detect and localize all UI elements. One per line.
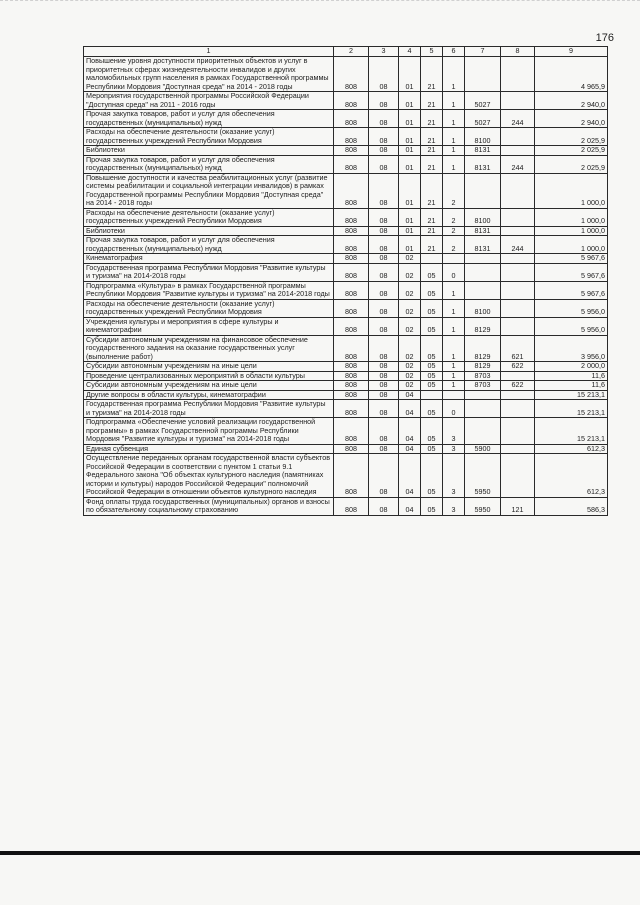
cell-budget-code: 808 [334, 317, 369, 335]
column-header-7: 7 [465, 47, 501, 57]
cell-expense-type [501, 371, 535, 381]
cell-subprogram: 1 [443, 299, 465, 317]
cell-subprogram: 1 [443, 110, 465, 128]
column-header-1: 1 [84, 47, 334, 57]
cell-program: 21 [421, 110, 443, 128]
cell-subprogram: 3 [443, 418, 465, 445]
cell-name: Подпрограмма «Культура» в рамках Государственной программы Республики Мордовия "Развитие культуры и туризма" на 2014-2018 годы [84, 281, 334, 299]
cell-name: Другие вопросы в области культуры, кинематографии [84, 390, 334, 400]
cell-name: Расходы на обеспечение деятельности (оказание услуг) государственных учреждений Республики Мордовия [84, 208, 334, 226]
cell-subsection: 01 [399, 57, 421, 92]
table-row [84, 208, 608, 226]
table-header [84, 47, 608, 57]
cell-subprogram: 3 [443, 497, 465, 515]
cell-expense-type [501, 254, 535, 264]
cell-subsection: 02 [399, 362, 421, 372]
cell-amount: 2 025,9 [535, 155, 608, 173]
cell-subprogram: 2 [443, 236, 465, 254]
cell-name: Проведение централизованных мероприятий в области культуры [84, 371, 334, 381]
cell-budget-code: 808 [334, 155, 369, 173]
table-row [84, 317, 608, 335]
table-row [84, 362, 608, 372]
cell-section: 08 [369, 208, 399, 226]
table-row [84, 146, 608, 156]
cell-section: 08 [369, 444, 399, 454]
column-header-4: 4 [399, 47, 421, 57]
cell-budget-code: 808 [334, 497, 369, 515]
cell-program: 05 [421, 418, 443, 445]
budget-table [83, 46, 608, 516]
cell-name: Расходы на обеспечение деятельности (оказание услуг) государственных учреждений Республики Мордовия [84, 299, 334, 317]
cell-section: 08 [369, 57, 399, 92]
cell-section: 08 [369, 418, 399, 445]
cell-program: 21 [421, 146, 443, 156]
cell-subprogram: 1 [443, 281, 465, 299]
table-row [84, 128, 608, 146]
cell-program: 21 [421, 208, 443, 226]
cell-subsection: 01 [399, 226, 421, 236]
cell-section: 08 [369, 173, 399, 208]
cell-subsection: 02 [399, 263, 421, 281]
cell-target-code: 8129 [465, 335, 501, 362]
cell-subprogram [443, 254, 465, 264]
cell-subsection: 02 [399, 381, 421, 391]
cell-name: Мероприятия государственной программы Российской Федерации "Доступная среда" на 2011 - 2016 годы [84, 92, 334, 110]
page-number: 176 [595, 32, 614, 44]
cell-budget-code: 808 [334, 263, 369, 281]
cell-name: Прочая закупка товаров, работ и услуг для обеспечения государственных (муниципальных) нужд [84, 155, 334, 173]
cell-name: Прочая закупка товаров, работ и услуг для обеспечения государственных (муниципальных) нужд [84, 110, 334, 128]
cell-budget-code: 808 [334, 400, 369, 418]
cell-subprogram: 1 [443, 362, 465, 372]
cell-target-code [465, 400, 501, 418]
cell-name: Субсидии автономным учреждениям на финансовое обеспечение государственного задания на оказание государственных услуг (выполнение работ) [84, 335, 334, 362]
cell-amount: 2 000,0 [535, 362, 608, 372]
cell-program: 05 [421, 263, 443, 281]
cell-budget-code: 808 [334, 390, 369, 400]
cell-target-code [465, 281, 501, 299]
cell-target-code [465, 173, 501, 208]
cell-subprogram: 3 [443, 444, 465, 454]
cell-amount: 1 000,0 [535, 208, 608, 226]
cell-expense-type: 622 [501, 381, 535, 391]
cell-section: 08 [369, 497, 399, 515]
cell-expense-type: 244 [501, 236, 535, 254]
table-row [84, 57, 608, 92]
cell-subsection: 04 [399, 400, 421, 418]
cell-subsection: 01 [399, 128, 421, 146]
cell-name: Государственная программа Республики Мордовия "Развитие культуры и туризма" на 2014-2018 годы [84, 263, 334, 281]
column-header-3: 3 [369, 47, 399, 57]
cell-amount: 612,3 [535, 444, 608, 454]
scan-edge [0, 0, 640, 9]
cell-budget-code: 808 [334, 335, 369, 362]
cell-subprogram: 1 [443, 128, 465, 146]
cell-subsection: 01 [399, 155, 421, 173]
cell-amount: 15 213,1 [535, 400, 608, 418]
cell-budget-code: 808 [334, 110, 369, 128]
cell-section: 08 [369, 454, 399, 498]
table-body [84, 57, 608, 516]
cell-amount: 15 213,1 [535, 390, 608, 400]
table-row [84, 400, 608, 418]
column-header-6: 6 [443, 47, 465, 57]
cell-target-code [465, 254, 501, 264]
cell-section: 08 [369, 263, 399, 281]
cell-subsection: 04 [399, 444, 421, 454]
column-header-9: 9 [535, 47, 608, 57]
cell-budget-code: 808 [334, 146, 369, 156]
cell-program: 05 [421, 371, 443, 381]
cell-amount: 5 956,0 [535, 317, 608, 335]
cell-subprogram: 3 [443, 454, 465, 498]
cell-target-code: 8703 [465, 381, 501, 391]
cell-subsection: 01 [399, 92, 421, 110]
cell-expense-type [501, 263, 535, 281]
cell-program: 05 [421, 335, 443, 362]
cell-section: 08 [369, 400, 399, 418]
cell-program [421, 390, 443, 400]
cell-subsection: 02 [399, 371, 421, 381]
cell-section: 08 [369, 381, 399, 391]
cell-program: 05 [421, 400, 443, 418]
cell-expense-type [501, 173, 535, 208]
cell-expense-type [501, 146, 535, 156]
cell-amount: 2 940,0 [535, 110, 608, 128]
cell-section: 08 [369, 146, 399, 156]
cell-program: 05 [421, 444, 443, 454]
table-row [84, 92, 608, 110]
cell-section: 08 [369, 128, 399, 146]
table-row [84, 335, 608, 362]
cell-program: 05 [421, 454, 443, 498]
cell-name: Единая субвенция [84, 444, 334, 454]
cell-subsection: 01 [399, 146, 421, 156]
cell-name: Осуществление переданных органам государственной власти субъектов Российской Федерации в соответствии с пунктом 1 статьи 9.1 Федерального закона "Об объектах культурного наследия (памятниках истории и культуры) народов Российской Федерации" полномочий Российской Федерации в отношении объектов культурного наследия [84, 454, 334, 498]
table-row [84, 444, 608, 454]
cell-amount: 5 967,6 [535, 254, 608, 264]
cell-section: 08 [369, 371, 399, 381]
cell-program: 21 [421, 173, 443, 208]
cell-program: 05 [421, 362, 443, 372]
table-row [84, 281, 608, 299]
cell-name: Государственная программа Республики Мордовия "Развитие культуры и туризма" на 2014-2018 годы [84, 400, 334, 418]
cell-budget-code: 808 [334, 208, 369, 226]
cell-program: 21 [421, 57, 443, 92]
cell-subsection: 01 [399, 208, 421, 226]
cell-name: Субсидии автономным учреждениям на иные цели [84, 381, 334, 391]
cell-budget-code: 808 [334, 362, 369, 372]
table-row [84, 236, 608, 254]
cell-section: 08 [369, 390, 399, 400]
cell-subsection: 04 [399, 390, 421, 400]
cell-program: 21 [421, 226, 443, 236]
cell-name: Субсидии автономным учреждениям на иные цели [84, 362, 334, 372]
cell-budget-code: 808 [334, 173, 369, 208]
cell-budget-code: 808 [334, 454, 369, 498]
cell-expense-type [501, 418, 535, 445]
cell-name: Расходы на обеспечение деятельности (оказание услуг) государственных учреждений Республики Мордовия [84, 128, 334, 146]
cell-program: 05 [421, 497, 443, 515]
cell-program: 21 [421, 236, 443, 254]
table-row [84, 263, 608, 281]
cell-section: 08 [369, 226, 399, 236]
cell-subsection: 02 [399, 317, 421, 335]
cell-section: 08 [369, 92, 399, 110]
cell-expense-type: 244 [501, 110, 535, 128]
cell-target-code: 5027 [465, 110, 501, 128]
cell-subsection: 04 [399, 418, 421, 445]
cell-target-code [465, 263, 501, 281]
cell-expense-type: 621 [501, 335, 535, 362]
cell-subprogram: 2 [443, 208, 465, 226]
cell-expense-type [501, 454, 535, 498]
cell-target-code [465, 57, 501, 92]
cell-section: 08 [369, 236, 399, 254]
cell-expense-type [501, 57, 535, 92]
table-row [84, 381, 608, 391]
cell-target-code: 5950 [465, 454, 501, 498]
cell-amount: 5 967,6 [535, 263, 608, 281]
table-row [84, 454, 608, 498]
cell-target-code: 8131 [465, 155, 501, 173]
cell-program: 21 [421, 155, 443, 173]
cell-name: Повышение доступности и качества реабилитационных услуг (развитие системы реабилитации и социальной интеграции инвалидов) в рамках Государственной программы Республики Мордовия "Доступная среда" на 2014 - 2018 годы [84, 173, 334, 208]
cell-section: 08 [369, 110, 399, 128]
cell-subsection: 02 [399, 299, 421, 317]
cell-subsection: 01 [399, 173, 421, 208]
cell-subsection: 01 [399, 236, 421, 254]
cell-target-code: 5027 [465, 92, 501, 110]
cell-target-code: 8100 [465, 128, 501, 146]
cell-name: Подпрограмма «Обеспечение условий реализации государственной программы» в рамках Государственной программы Республики Мордовия "Развитие культуры и туризма" на 2014-2018 годы [84, 418, 334, 445]
cell-target-code: 8100 [465, 208, 501, 226]
cell-subsection: 02 [399, 335, 421, 362]
cell-amount: 3 956,0 [535, 335, 608, 362]
scan-bottom-edge [0, 851, 640, 855]
cell-expense-type: 622 [501, 362, 535, 372]
cell-budget-code: 808 [334, 92, 369, 110]
cell-section: 08 [369, 317, 399, 335]
cell-program: 21 [421, 92, 443, 110]
cell-subprogram: 2 [443, 226, 465, 236]
table-row [84, 155, 608, 173]
table-row [84, 418, 608, 445]
cell-amount: 4 965,9 [535, 57, 608, 92]
cell-subprogram: 1 [443, 92, 465, 110]
column-header-8: 8 [501, 47, 535, 57]
cell-expense-type [501, 317, 535, 335]
cell-name: Прочая закупка товаров, работ и услуг для обеспечения государственных (муниципальных) нужд [84, 236, 334, 254]
cell-subprogram: 1 [443, 371, 465, 381]
cell-subprogram: 1 [443, 317, 465, 335]
cell-budget-code: 808 [334, 281, 369, 299]
cell-program: 21 [421, 128, 443, 146]
cell-name: Библиотеки [84, 146, 334, 156]
cell-name: Библиотеки [84, 226, 334, 236]
cell-subprogram: 0 [443, 400, 465, 418]
cell-subsection: 04 [399, 497, 421, 515]
table-row [84, 497, 608, 515]
cell-amount: 5 956,0 [535, 299, 608, 317]
cell-budget-code: 808 [334, 381, 369, 391]
cell-expense-type [501, 92, 535, 110]
cell-subprogram: 2 [443, 173, 465, 208]
cell-budget-code: 808 [334, 254, 369, 264]
column-header-5: 5 [421, 47, 443, 57]
table-row [84, 390, 608, 400]
cell-target-code: 8100 [465, 299, 501, 317]
cell-program: 05 [421, 317, 443, 335]
cell-expense-type [501, 281, 535, 299]
cell-subprogram: 0 [443, 263, 465, 281]
cell-amount: 2 940,0 [535, 92, 608, 110]
cell-budget-code: 808 [334, 371, 369, 381]
cell-target-code [465, 418, 501, 445]
cell-program: 05 [421, 281, 443, 299]
cell-amount: 11,6 [535, 371, 608, 381]
cell-subsection: 02 [399, 254, 421, 264]
table-row [84, 110, 608, 128]
cell-target-code: 8131 [465, 146, 501, 156]
cell-subprogram [443, 390, 465, 400]
cell-expense-type [501, 128, 535, 146]
cell-amount: 1 000,0 [535, 226, 608, 236]
cell-budget-code: 808 [334, 128, 369, 146]
cell-target-code: 5950 [465, 497, 501, 515]
cell-expense-type [501, 299, 535, 317]
cell-name: Фонд оплаты труда государственных (муниципальных) органов и взносы по обязательному социальному страхованию [84, 497, 334, 515]
cell-budget-code: 808 [334, 226, 369, 236]
cell-amount: 1 000,0 [535, 236, 608, 254]
table-row [84, 254, 608, 264]
cell-target-code [465, 390, 501, 400]
cell-expense-type: 244 [501, 155, 535, 173]
cell-section: 08 [369, 254, 399, 264]
cell-amount: 586,3 [535, 497, 608, 515]
cell-program: 05 [421, 299, 443, 317]
cell-program [421, 254, 443, 264]
cell-amount: 2 025,9 [535, 128, 608, 146]
cell-expense-type [501, 400, 535, 418]
cell-section: 08 [369, 281, 399, 299]
cell-target-code: 8131 [465, 226, 501, 236]
cell-budget-code: 808 [334, 236, 369, 254]
cell-target-code: 8129 [465, 317, 501, 335]
cell-expense-type [501, 226, 535, 236]
cell-amount: 612,3 [535, 454, 608, 498]
cell-name: Учреждения культуры и мероприятия в сфере культуры и кинематографии [84, 317, 334, 335]
cell-program: 05 [421, 381, 443, 391]
cell-budget-code: 808 [334, 57, 369, 92]
cell-subsection: 04 [399, 454, 421, 498]
cell-subprogram: 1 [443, 155, 465, 173]
cell-expense-type [501, 390, 535, 400]
cell-subsection: 01 [399, 110, 421, 128]
cell-amount: 15 213,1 [535, 418, 608, 445]
cell-target-code: 8703 [465, 371, 501, 381]
cell-section: 08 [369, 299, 399, 317]
cell-target-code: 5900 [465, 444, 501, 454]
table-row [84, 173, 608, 208]
cell-expense-type: 121 [501, 497, 535, 515]
cell-section: 08 [369, 335, 399, 362]
cell-target-code: 8129 [465, 362, 501, 372]
cell-amount: 5 967,6 [535, 281, 608, 299]
cell-expense-type [501, 208, 535, 226]
cell-name: Кинематография [84, 254, 334, 264]
cell-amount: 2 025,9 [535, 146, 608, 156]
cell-amount: 1 000,0 [535, 173, 608, 208]
cell-budget-code: 808 [334, 299, 369, 317]
cell-budget-code: 808 [334, 444, 369, 454]
cell-section: 08 [369, 362, 399, 372]
table-row [84, 226, 608, 236]
cell-subprogram: 1 [443, 335, 465, 362]
cell-expense-type [501, 444, 535, 454]
cell-section: 08 [369, 155, 399, 173]
cell-name: Повышение уровня доступности приоритетных объектов и услуг в приоритетных сферах жизнедеятельности инвалидов и других маломобильных групп населения в рамках Государственной программы Республики Мордовия "Доступная среда" на 2014 - 2018 годы [84, 57, 334, 92]
cell-subprogram: 1 [443, 146, 465, 156]
cell-subprogram: 1 [443, 57, 465, 92]
table-row [84, 299, 608, 317]
column-header-2: 2 [334, 47, 369, 57]
cell-budget-code: 808 [334, 418, 369, 445]
cell-subsection: 02 [399, 281, 421, 299]
cell-target-code: 8131 [465, 236, 501, 254]
cell-subprogram: 1 [443, 381, 465, 391]
cell-amount: 11,6 [535, 381, 608, 391]
table-row [84, 371, 608, 381]
